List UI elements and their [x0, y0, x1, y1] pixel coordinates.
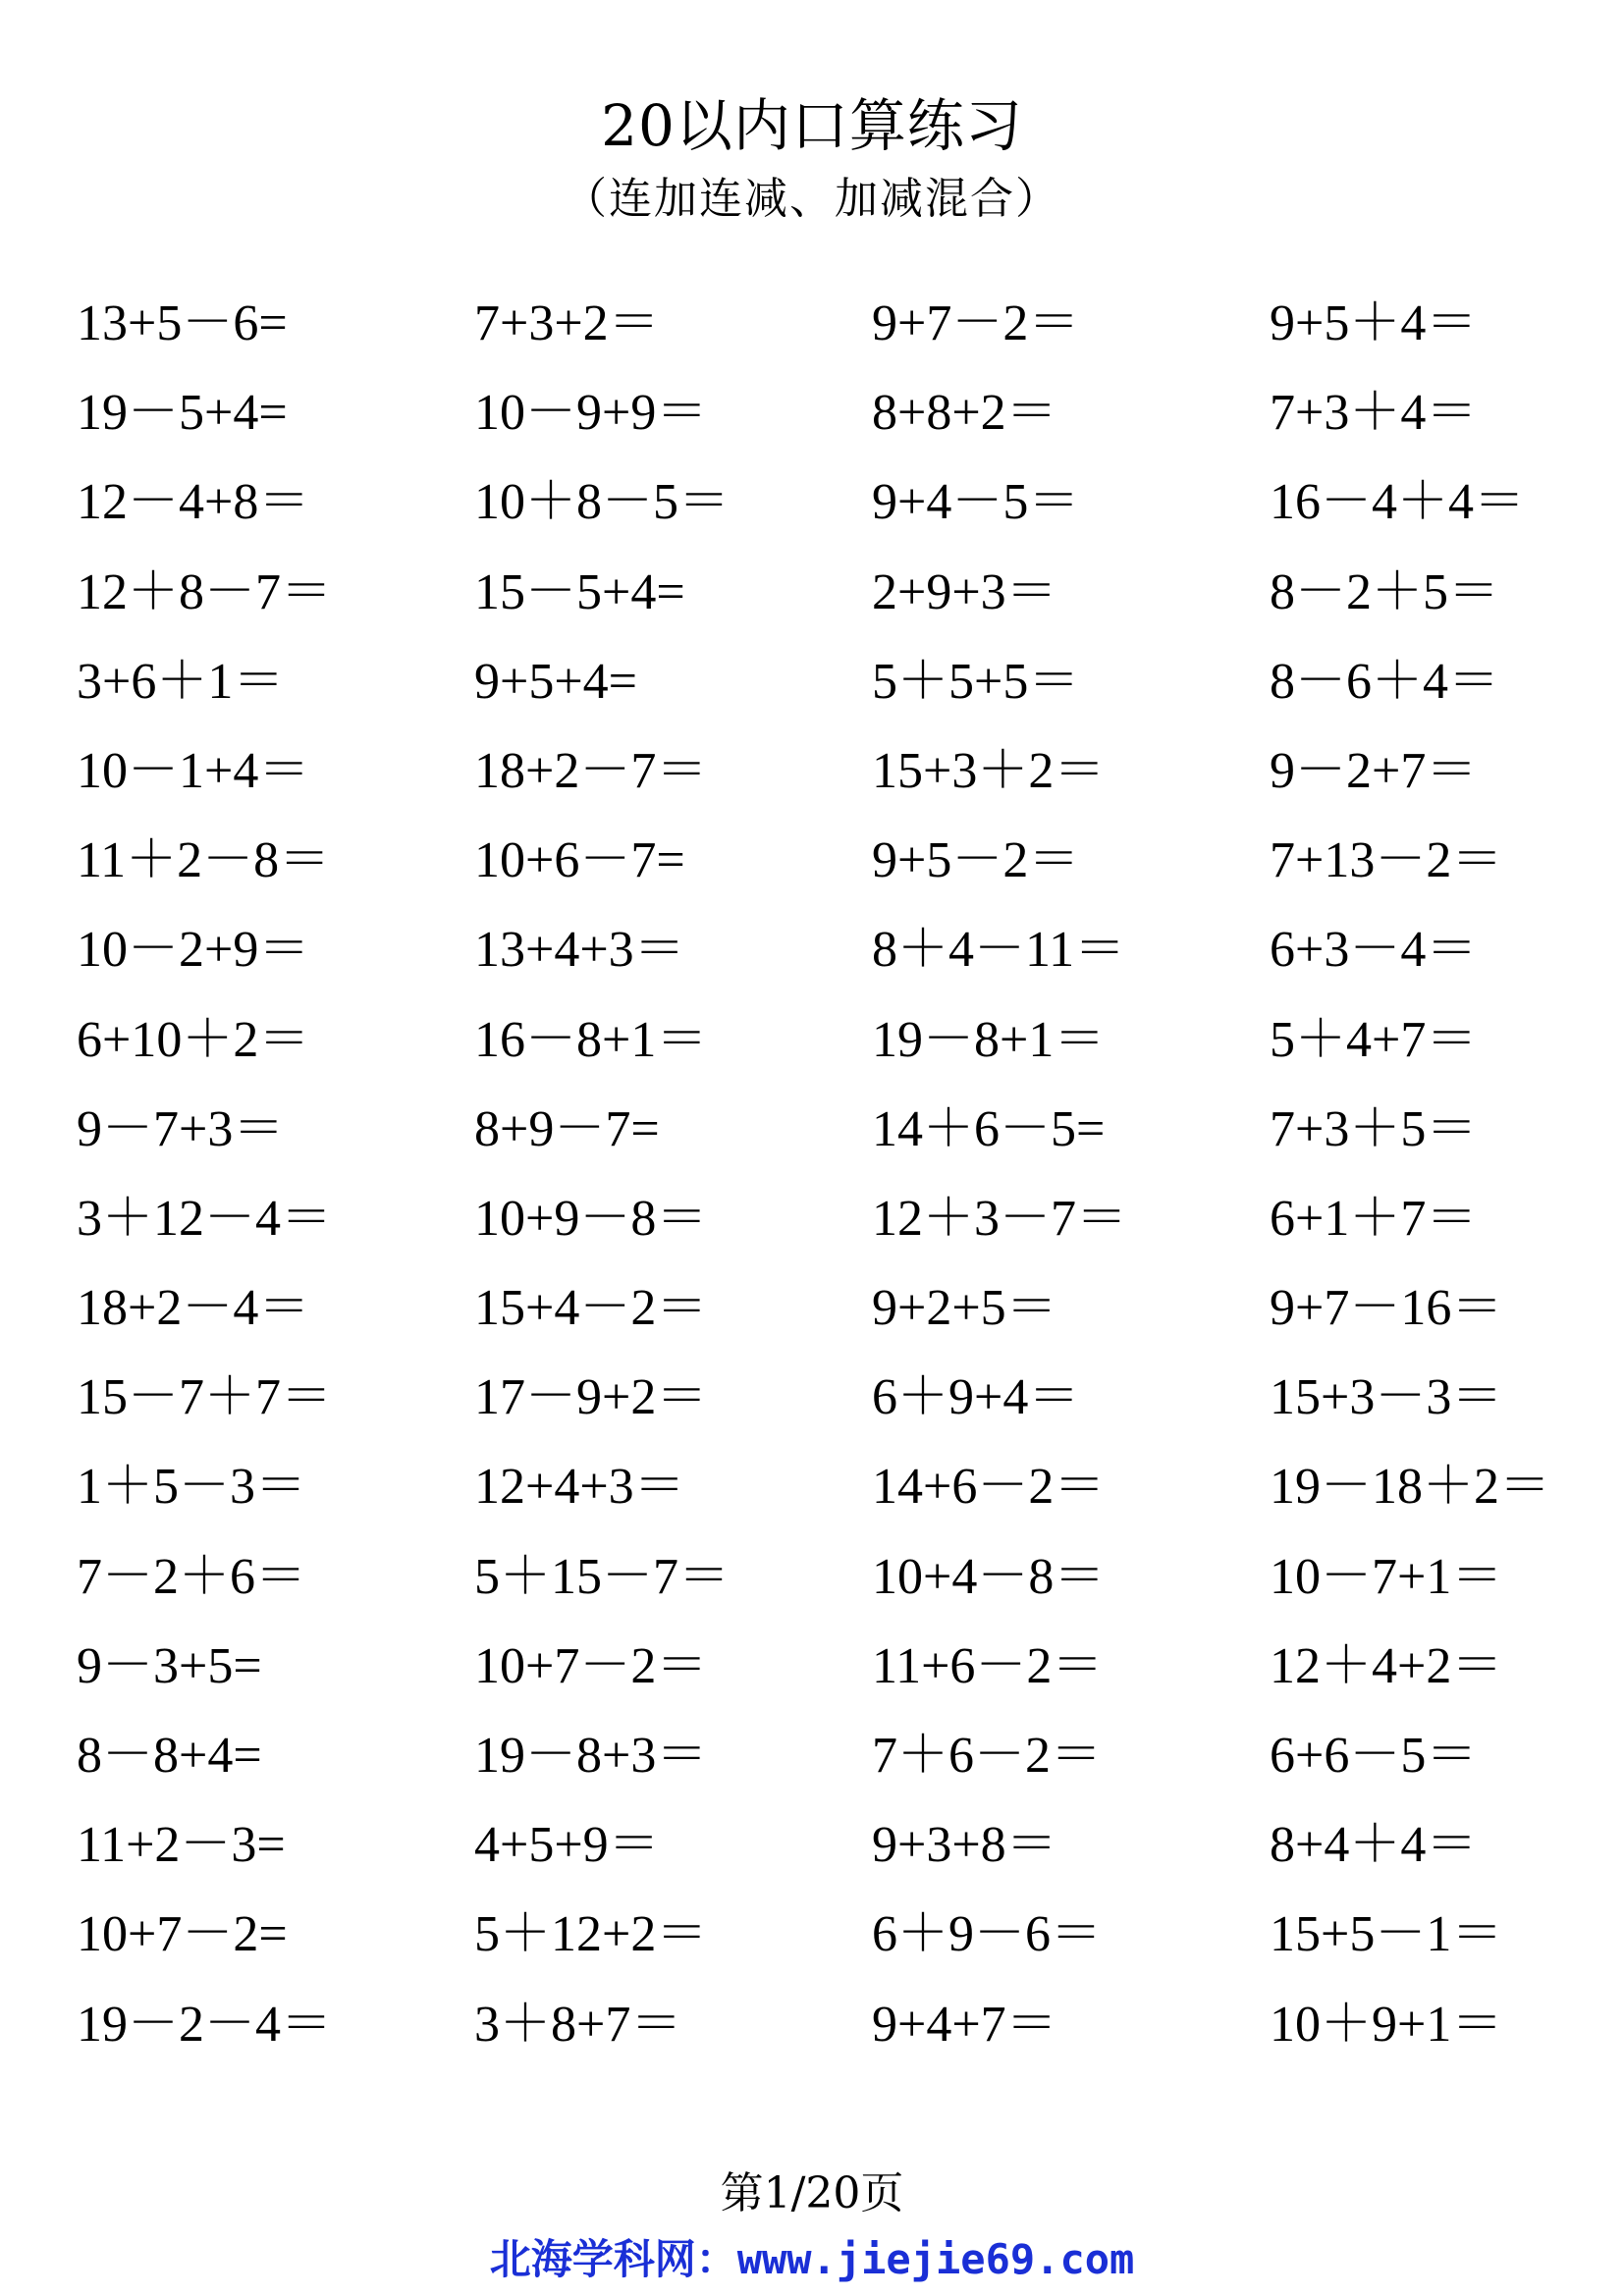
problem-cell: 2+9+3＝ — [872, 563, 1057, 620]
problem-cell: 3＋8+7＝ — [474, 1996, 682, 2053]
problem-cell: 16－8+1＝ — [474, 1011, 708, 1068]
problem-cell: 12＋8－7＝ — [77, 563, 333, 620]
problem-grid — [77, 285, 1589, 2075]
problem-cell: 9+7－2＝ — [872, 295, 1080, 351]
problem-cell: 3＋12－4＝ — [77, 1190, 333, 1247]
problem-cell: 7－2＋6＝ — [77, 1548, 307, 1605]
problem-cell: 8＋4－11＝ — [872, 922, 1126, 979]
problem-cell: 10+9－8＝ — [474, 1190, 708, 1247]
page-number: 第1/20页 — [720, 2168, 904, 2218]
problem-cell: 9+4－5＝ — [872, 474, 1080, 531]
problem-cell: 10－7+1＝ — [1270, 1548, 1503, 1605]
problem-cell: 15+3＋2＝ — [872, 742, 1106, 799]
problem-cell: 6＋9+4＝ — [872, 1369, 1080, 1426]
problem-cell: 15+4－2＝ — [474, 1280, 708, 1337]
problem-cell: 12+4+3＝ — [474, 1459, 685, 1516]
problem-cell: 19－5+4= — [77, 385, 288, 442]
problem-cell: 9+3+8＝ — [872, 1817, 1057, 1874]
problem-cell: 9+5－2＝ — [872, 832, 1080, 889]
problem-cell: 7+3+2＝ — [474, 295, 660, 351]
problem-cell: 3+6＋1＝ — [77, 653, 285, 710]
problem-cell: 6+1＋7＝ — [1270, 1190, 1478, 1247]
problem-cell: 9+7－16＝ — [1270, 1280, 1503, 1337]
problem-cell: 6+3－4＝ — [1270, 922, 1478, 979]
problem-cell: 19－8+3＝ — [474, 1728, 708, 1784]
problem-cell: 8－6＋4＝ — [1270, 653, 1500, 710]
problem-cell: 10＋9+1＝ — [1270, 1996, 1503, 2053]
problem-cell: 19－8+1＝ — [872, 1011, 1106, 1068]
watermark-label: 北海学科网： — [489, 2235, 737, 2283]
problem-cell: 8+9－7= — [474, 1100, 660, 1157]
problem-cell: 11＋2－8＝ — [77, 832, 331, 889]
problem-cell: 13+4+3＝ — [474, 922, 685, 979]
problem-cell: 7+3＋5＝ — [1270, 1100, 1478, 1157]
problem-cell: 4+5+9＝ — [474, 1817, 660, 1874]
problem-cell: 10－1+4＝ — [77, 742, 310, 799]
problem-cell: 9+5+4= — [474, 653, 637, 710]
problem-cell: 7+3＋4＝ — [1270, 385, 1478, 442]
problem-cell: 10+7－2= — [77, 1906, 288, 1963]
problem-cell: 5＋5+5＝ — [872, 653, 1080, 710]
problem-cell: 14＋6－5= — [872, 1100, 1106, 1157]
problem-cell: 18+2－4＝ — [77, 1280, 310, 1337]
problem-cell: 14+6－2＝ — [872, 1459, 1106, 1516]
problem-cell: 8－8+4= — [77, 1728, 262, 1784]
problem-cell: 6＋9－6＝ — [872, 1906, 1103, 1963]
problem-cell: 9－2+7＝ — [1270, 742, 1478, 799]
problem-cell: 13+5－6= — [77, 295, 288, 351]
problem-cell: 9+4+7＝ — [872, 1996, 1057, 2053]
problem-cell: 1＋5－3＝ — [77, 1459, 307, 1516]
problem-cell: 10+6－7= — [474, 832, 685, 889]
problem-cell: 15+5－1＝ — [1270, 1906, 1503, 1963]
problem-cell: 9+2+5＝ — [872, 1280, 1057, 1337]
problem-cell: 15+3－3＝ — [1270, 1369, 1503, 1426]
problem-cell: 9+5＋4＝ — [1270, 295, 1478, 351]
problem-cell: 19－18＋2＝ — [1270, 1459, 1551, 1516]
problem-cell: 15－5+4= — [474, 563, 685, 620]
watermark-url[interactable]: www.jiejie69.com — [736, 2235, 1135, 2283]
problem-cell: 17－9+2＝ — [474, 1369, 708, 1426]
problem-cell: 12＋4+2＝ — [1270, 1637, 1503, 1694]
watermark — [0, 2230, 1624, 2289]
problem-cell: 11+6－2＝ — [872, 1637, 1104, 1694]
problem-cell: 8+4＋4＝ — [1270, 1817, 1478, 1874]
problem-cell: 8+8+2＝ — [872, 385, 1057, 442]
problem-cell: 10－9+9＝ — [474, 385, 708, 442]
page-title: 20以内口算练习 — [601, 92, 1023, 159]
problem-cell: 16－4＋4＝ — [1270, 474, 1526, 531]
problem-cell: 5＋15－7＝ — [474, 1548, 731, 1605]
problem-cell: 15－7＋7＝ — [77, 1369, 333, 1426]
problem-cell: 9－7+3＝ — [77, 1100, 285, 1157]
problem-cell: 12－4+8＝ — [77, 474, 310, 531]
problem-cell: 19－2－4＝ — [77, 1996, 333, 2053]
problem-cell: 6+10＋2＝ — [77, 1011, 310, 1068]
problem-cell: 7＋6－2＝ — [872, 1728, 1103, 1784]
problem-cell: 6+6－5＝ — [1270, 1728, 1478, 1784]
problem-cell: 11+2－3= — [77, 1817, 286, 1874]
problem-cell: 9－3+5= — [77, 1637, 262, 1694]
problem-cell: 8－2＋5＝ — [1270, 563, 1500, 620]
problem-cell: 10＋8－5＝ — [474, 474, 731, 531]
problem-cell: 5＋4+7＝ — [1270, 1011, 1478, 1068]
page-subtitle: （连加连减、加减混合） — [564, 174, 1060, 224]
problem-cell: 12＋3－7＝ — [872, 1190, 1128, 1247]
problem-cell: 5＋12+2＝ — [474, 1906, 708, 1963]
problem-cell: 18+2－7＝ — [474, 742, 708, 799]
problem-cell: 10+7－2＝ — [474, 1637, 708, 1694]
problem-cell: 7+13－2＝ — [1270, 832, 1503, 889]
problem-cell: 10－2+9＝ — [77, 922, 310, 979]
problem-cell: 10+4－8＝ — [872, 1548, 1106, 1605]
